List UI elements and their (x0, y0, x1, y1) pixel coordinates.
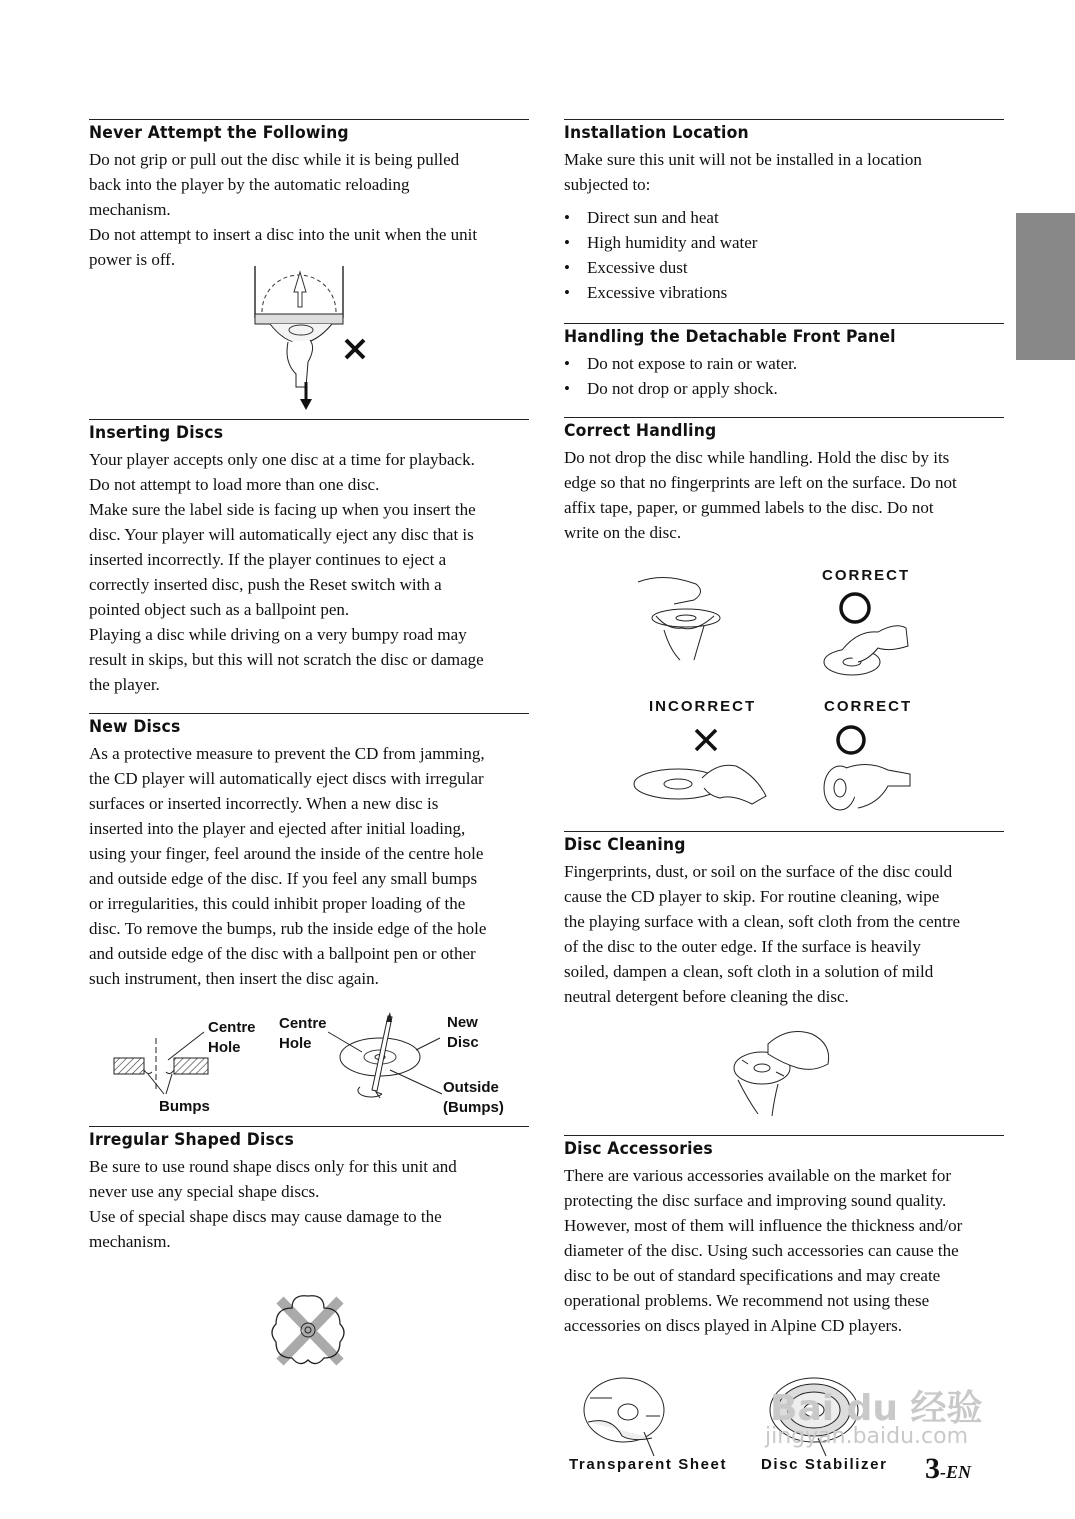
label-incorrect: INCORRECT (649, 698, 757, 715)
watermark: jingyan.baidu.com (765, 1424, 969, 1449)
section-heading: Never Attempt the Following (89, 123, 349, 143)
section-inserting-discs (89, 419, 529, 697)
section-new-discs (89, 713, 529, 991)
paragraph: Fingerprints, dust, or soil on the surface of the disc could cause the CD player to skip. For routine cleaning, wipe the playing surface with a clean, soft cloth from the centre of the disc to the outer edge. If the surface is heavily soiled, dampen a clean, soft cloth in a solution of mild neutral detergent before cleaning the disc. (564, 862, 961, 1006)
section-heading: Irregular Shaped Discs (89, 1130, 294, 1150)
list-item: • Direct sun and heat (564, 208, 719, 227)
paragraph: Your player accepts only one disc at a time for playback. Do not attempt to load more than one disc. Make sure the label side is facing up when you insert the disc. Your player will automatically eject any disc that is inserted incorrectly. If the player continues to eject a correctly inserted disc, push the Reset switch with a pointed object such as a ballpoint pen. Playing a disc while driving on a very bumpy road may result in skips, but this will not scratch the disc or damage the player. (89, 450, 484, 694)
section-heading: Disc Accessories (564, 1139, 713, 1159)
bullet-list (564, 205, 1004, 305)
disc-handling-illustration-hands (634, 570, 734, 662)
section-correct-handling (564, 417, 1004, 545)
section-disc-cleaning (564, 831, 1004, 1009)
watermark: Bai du 经验 (770, 1388, 983, 1429)
section-heading: Installation Location (564, 123, 749, 143)
paragraph: Make sure this unit will not be installed in a location subjected to: (564, 150, 922, 194)
transparent-sheet-illustration (582, 1376, 672, 1456)
page-number: 3-EN (925, 1452, 971, 1485)
prohibited-x-icon (696, 730, 716, 750)
prohibited-x-icon (346, 340, 364, 358)
section-heading: Disc Cleaning (564, 835, 686, 855)
list-item: • Excessive vibrations (564, 283, 728, 302)
paragraph: There are various accessories available on the market for protecting the disc surface and improving sound quality. However, most of them will influence the thickness and/or diameter of the disc. Using such accessories can cause the disc to be out of standard specifications and may create operational problems. We recommend not using these accessories on discs played in Alpine CD players. (564, 1166, 963, 1335)
section-heading: Correct Handling (564, 421, 717, 441)
disc-pull-illustration (250, 262, 370, 412)
paragraph: Do not grip or pull out the disc while it is being pulled back into the player by the automatic reloading mechanism. Do not attempt to insert a disc into the unit when the unit power is off. (89, 150, 478, 269)
label-correct: CORRECT (822, 567, 911, 584)
label-outside-bumps: Outside (Bumps) (443, 1079, 504, 1116)
disc-held-correctly-illustration (818, 592, 914, 680)
label-centre-hole: Centre Hole (208, 1019, 256, 1056)
section-installation-location (564, 119, 1004, 305)
irregular-disc-prohibited-icon (266, 1290, 350, 1370)
section-heading: New Discs (89, 717, 181, 737)
paragraph: Do not drop the disc while handling. Hold the disc by its edge so that no fingerprints are left on the surface. Do not affix tape, paper, or gummed labels to the disc. Do not write on the disc. (564, 448, 957, 542)
disc-pen-illustration (320, 1012, 450, 1112)
section-disc-accessories (564, 1135, 1004, 1338)
section-tab-marker (1016, 213, 1075, 360)
disc-cleaning-illustration (728, 1024, 834, 1118)
section-heading: Inserting Discs (89, 423, 224, 443)
label-bumps: Bumps (159, 1098, 210, 1115)
list-item: • High humidity and water (564, 233, 758, 252)
label-transparent-sheet: Transparent Sheet (569, 1456, 728, 1473)
disc-held-incorrectly-illustration (632, 726, 772, 816)
paragraph: Be sure to use round shape discs only for this unit and never use any special shape discs. Use of special shape discs may cause damage to the mechanism. (89, 1157, 457, 1251)
label-disc-stabilizer: Disc Stabilizer (761, 1456, 888, 1473)
list-item: • Do not drop or apply shock. (564, 379, 778, 398)
label-correct: CORRECT (824, 698, 913, 715)
label-centre-hole: Centre Hole (279, 1015, 327, 1052)
list-item: • Do not expose to rain or water. (564, 354, 798, 373)
disc-edge-held-illustration (818, 724, 914, 814)
paragraph: As a protective measure to prevent the CD from jamming, the CD player will automatically eject discs with irregular surfaces or inserted incorrectly. When a new disc is inserted into the player and ejected after initial loading, using your finger, feel around the inside of the centre hole and outside edge of the disc. If you feel any small bumps or irregularities, this could inhibit proper loading of the disc. To remove the bumps, rub the inside edge of the hole and outside edge of the disc with a ballpoint pen or other such instrument, then insert the disc again. (89, 744, 487, 988)
section-irregular-discs (89, 1126, 529, 1254)
section-never-attempt (89, 119, 529, 272)
section-heading: Handling the Detachable Front Panel (564, 327, 896, 347)
section-front-panel (564, 323, 1004, 401)
list-item: • Excessive dust (564, 258, 688, 277)
label-new-disc: New Disc (447, 1014, 479, 1051)
disc-bumps-cross-section (112, 1030, 212, 1100)
bullet-list (564, 351, 1004, 401)
